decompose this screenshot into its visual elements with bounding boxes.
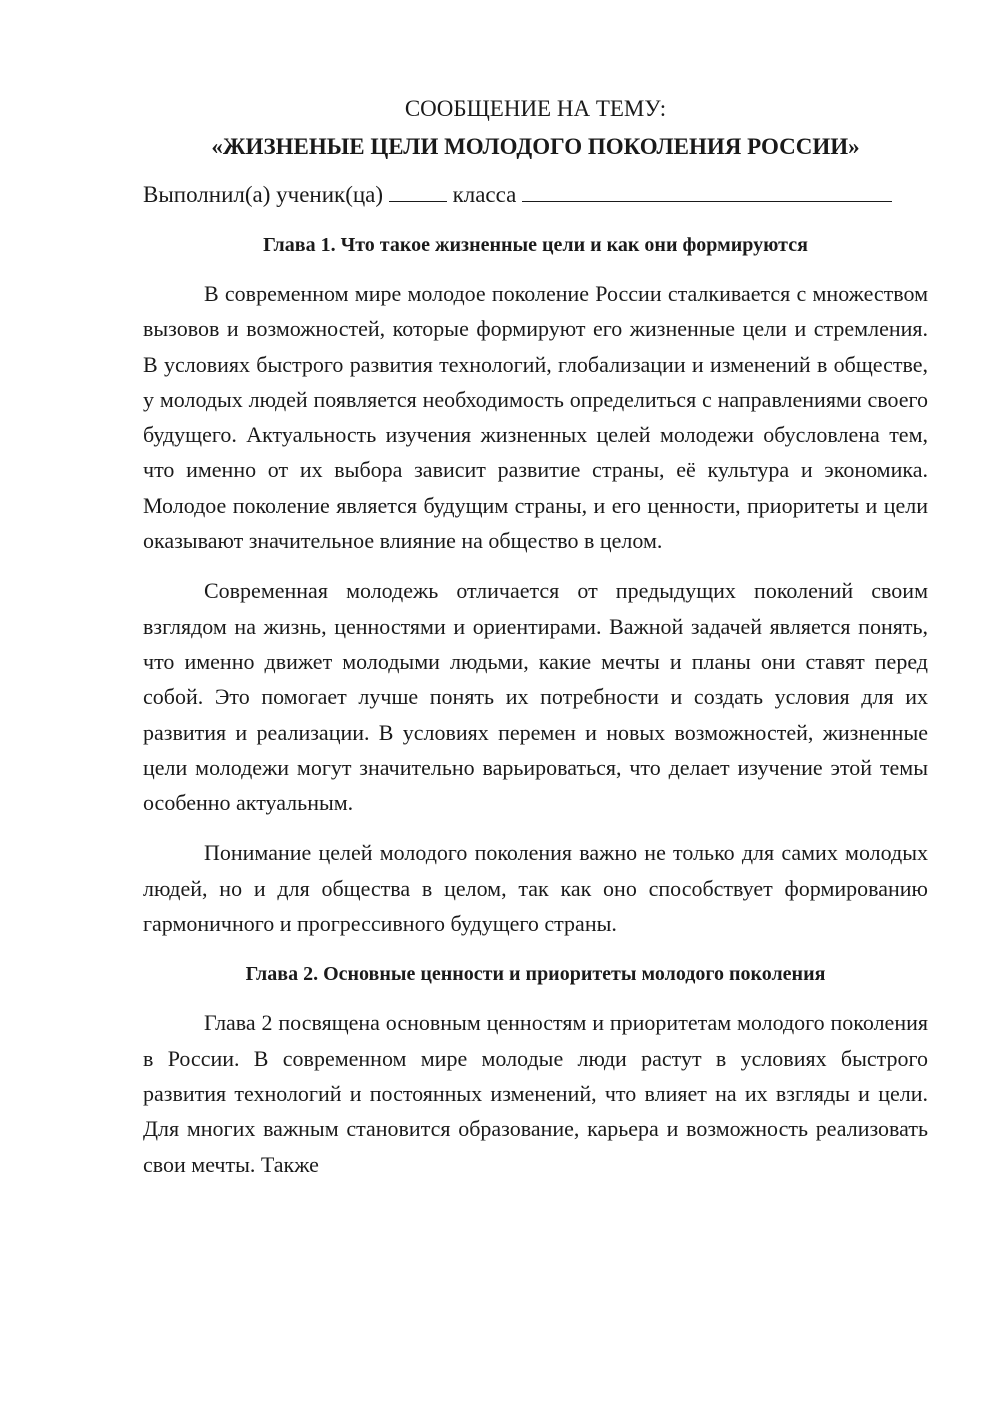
class-number-blank [389,179,447,202]
chapter-1-paragraph-3: Понимание целей молодого поколения важно не только для самих молодых людей, но и для общества в целом, так как оно способствует формированию гармоничного и прогрессивного будущего страны. [143,840,928,937]
chapter-1-paragraph-1: В современном мире молодое поколение России сталкивается с множеством вызовов и возможностей, которые формируют его жизненные цели и стремления. В условиях быстрого развития технологий, глобализации и изменений в обществе, у молодых людей появляется необходимость определиться с направлениями своего будущего. Актуальность изучения жизненных целей молодежи обусловлена тем, что именно от их выбора зависит развитие страны, её культура и экономика. Молодое поколение является будущим страны, и его ценности, приоритеты и цели оказывают значительное влияние на общество в целом. [143,281,928,554]
title-line-1: СООБЩЕНИЕ НА ТЕМУ: [404,96,667,121]
chapter-2-paragraph-1: Глава 2 посвящена основным ценностям и приоритетам молодого поколения в России. В современном мире молодые люди растут в условиях быстрого развития технологий и постоянных изменений, что влияет на их взгляды и цели. Для многих важным становится образование, карьера и возможность реализовать свои мечты. Также [143,1010,928,1177]
chapter-2-heading: Глава 2. Основные ценности и приоритеты молодого поколения [245,963,826,986]
author-line [143,178,928,212]
author-prefix: Выполнил(а) ученик(ца) [143,182,384,207]
chapter-1-heading: Глава 1. Что такое жизненные цели и как они формируются [263,234,808,256]
document-title: «ЖИЗНЕНЫЕ ЦЕЛИ МОЛОДОГО ПОКОЛЕНИЯ РОССИИ» [211,134,860,159]
class-label: класса [452,182,517,207]
student-name-blank [522,179,892,202]
chapter-1-paragraph-2: Современная молодежь отличается от предыдущих поколений своим взглядом на жизнь, ценностями и ориентирами. Важной задачей является понять, что именно движет молодыми людьми, какие мечты и планы они ставят перед собой. Это помогает лучше понять их потребности и создать условия для их развития и реализации. В условиях перемен и новых возможностей, жизненные цели молодежи могут значительно варьироваться, что делает изучение этой темы особенно актуальным. [143,578,928,816]
document-page [143,92,928,1197]
